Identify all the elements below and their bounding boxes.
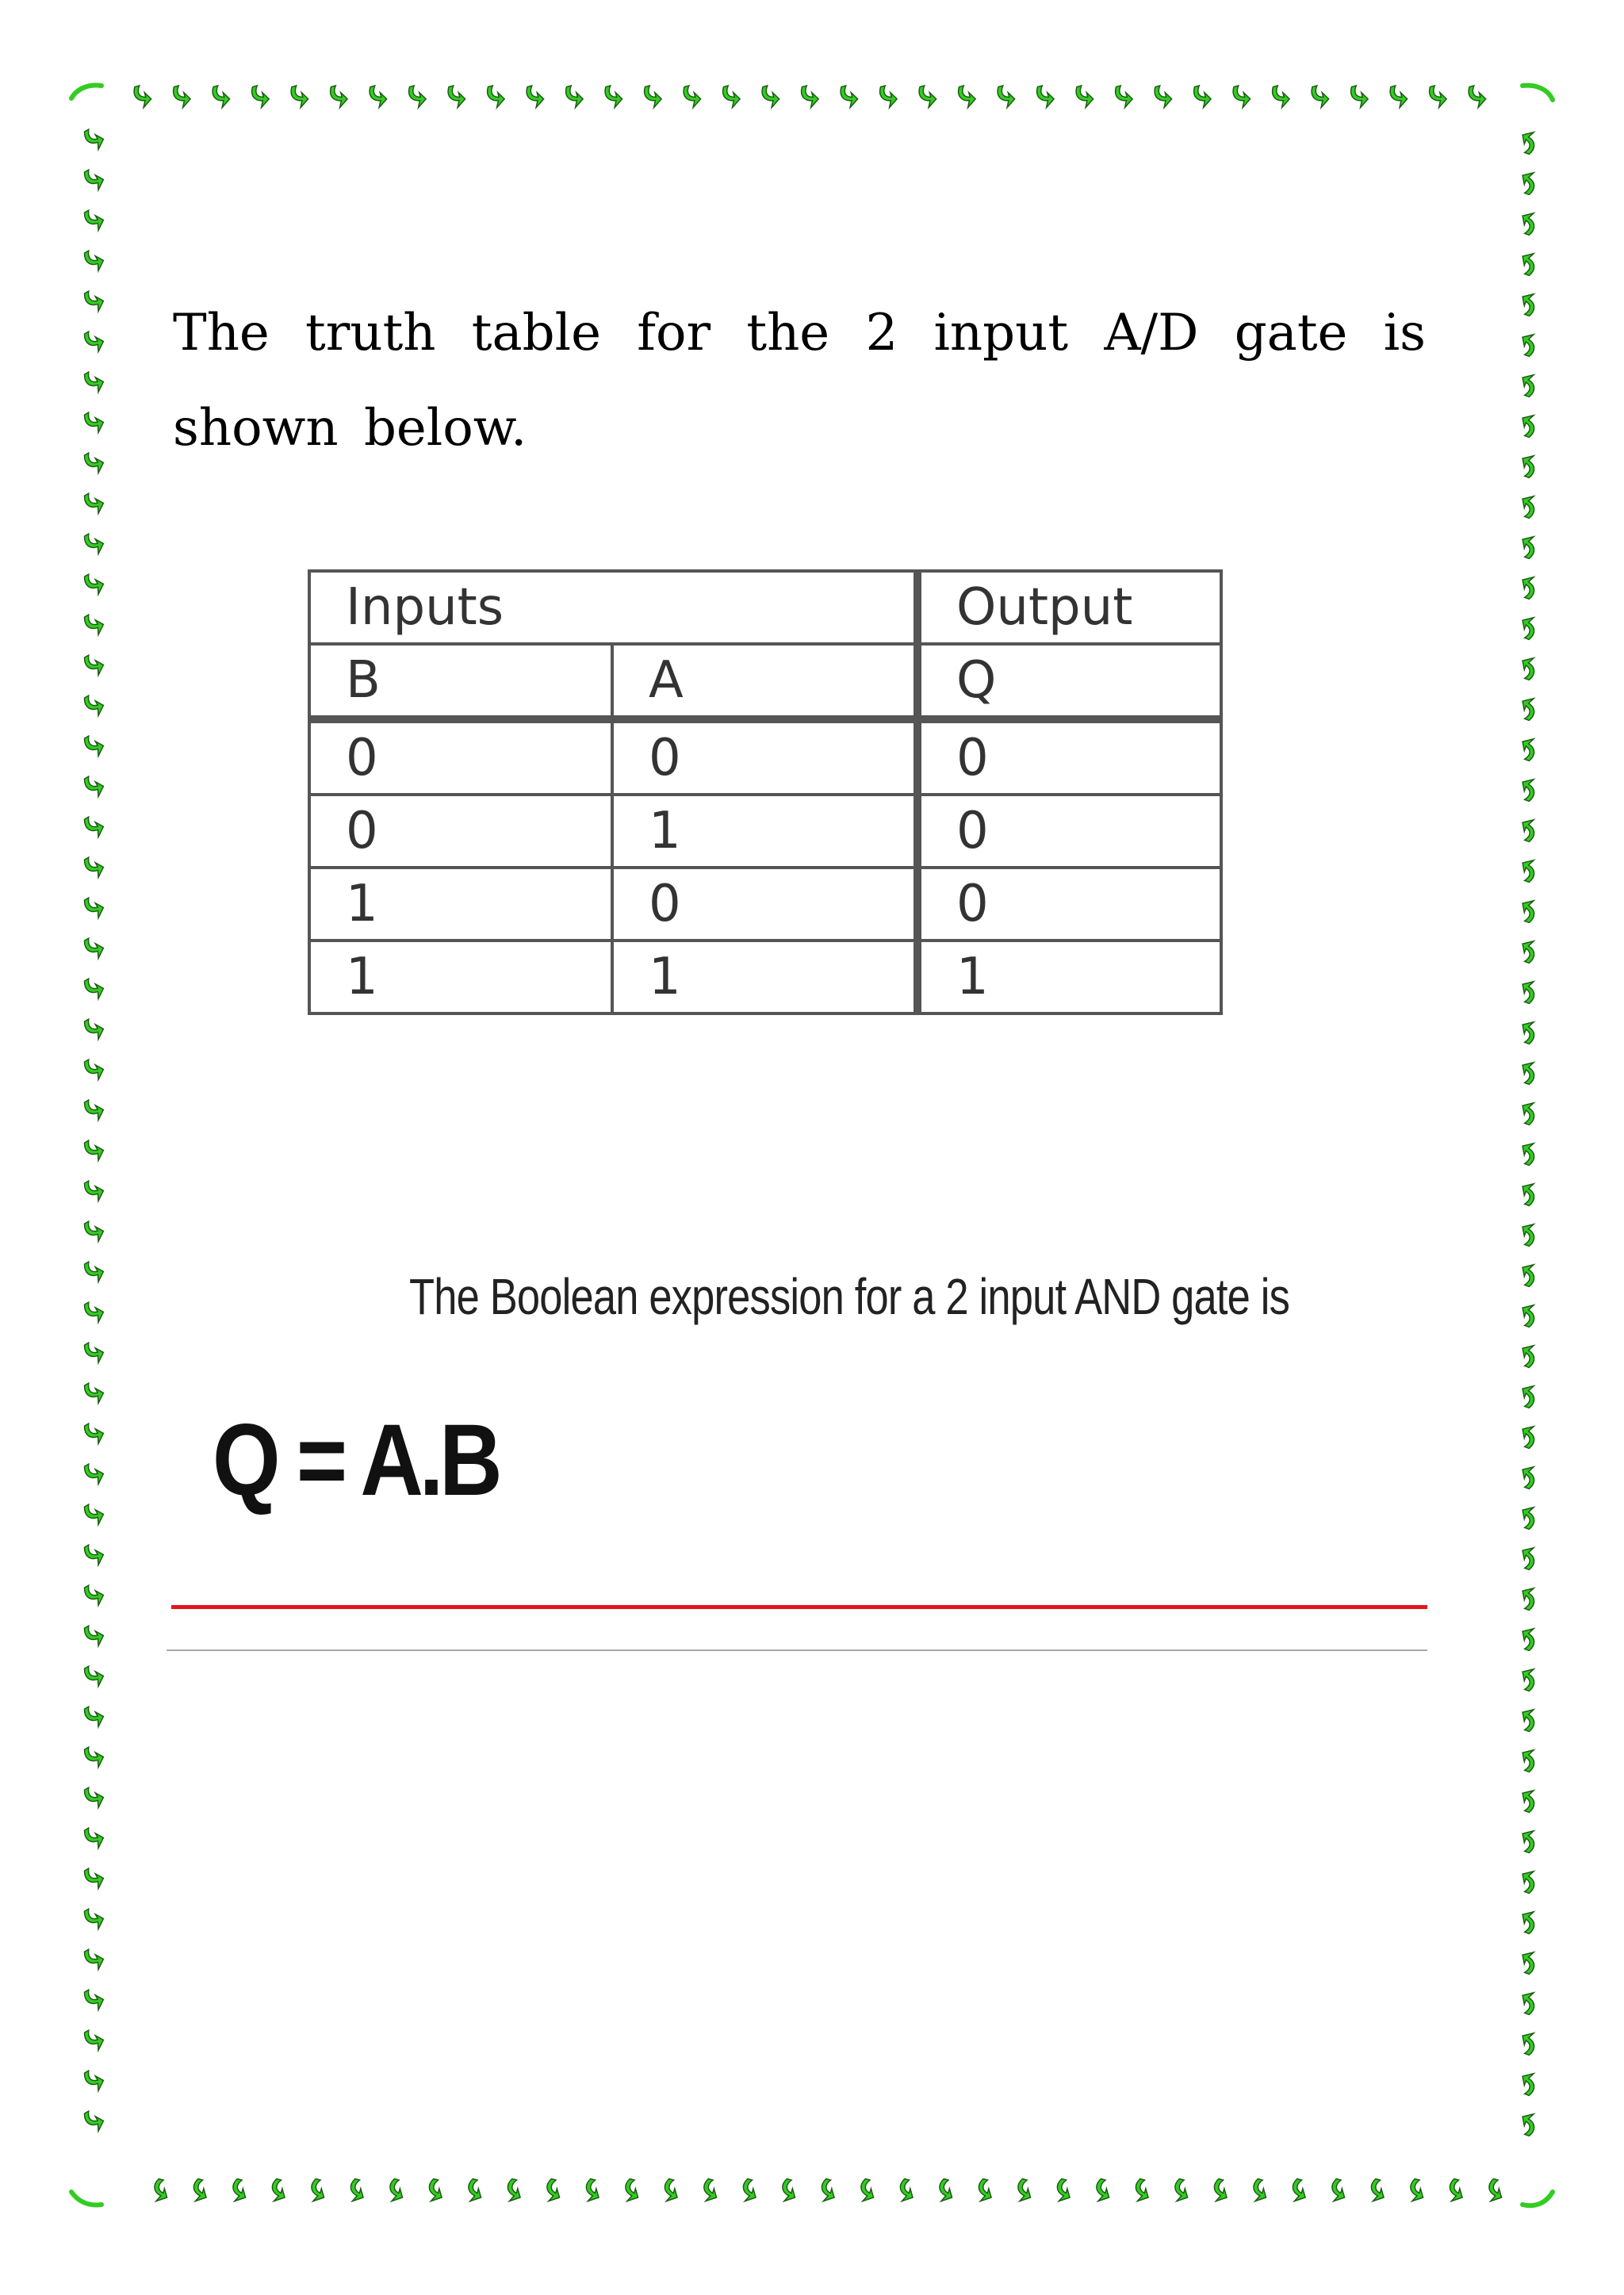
cell-b: 0 <box>309 795 612 868</box>
border-arrow-icon <box>1171 2178 1191 2204</box>
truth-table <box>308 569 1223 1015</box>
border-arrow-icon <box>82 1298 106 1325</box>
border-arrow-icon <box>1517 1949 1538 1975</box>
cell-b: 0 <box>309 719 612 795</box>
border-arrow-icon <box>1517 412 1538 439</box>
border-arrow-icon <box>1054 2178 1074 2204</box>
border-arrow-icon <box>1485 2178 1505 2204</box>
border-arrow-icon <box>251 83 270 109</box>
border-arrow-icon <box>1428 83 1448 109</box>
border-arrow-icon <box>1517 1585 1538 1611</box>
border-arrow-icon <box>82 570 106 597</box>
border-arrow-icon <box>82 934 106 961</box>
border-arrow-icon <box>82 1015 106 1042</box>
border-arrow-icon <box>1517 1990 1538 2016</box>
border-arrow-icon <box>82 1986 106 2013</box>
cell-a: 1 <box>612 795 917 868</box>
border-corner-flourish <box>71 2192 102 2205</box>
border-arrow-icon <box>1014 2178 1034 2204</box>
border-arrow-icon <box>82 1379 106 1406</box>
border-arrow-icon <box>1517 695 1538 722</box>
border-arrow-icon <box>82 287 106 314</box>
border-arrow-icon <box>82 1622 106 1649</box>
cell-b: 1 <box>309 868 612 941</box>
border-arrow-icon <box>465 2178 485 2204</box>
border-arrow-icon <box>82 1541 106 1568</box>
border-arrow-icon <box>82 894 106 921</box>
border-arrow-icon <box>82 853 106 880</box>
border-arrow-icon <box>408 83 427 109</box>
border-arrow-icon <box>504 2178 524 2204</box>
border-arrow-icon <box>82 1662 106 1689</box>
border-arrow-icon <box>1517 1747 1538 1773</box>
border-arrow-icon <box>1328 2178 1348 2204</box>
border-corner-flourish <box>1522 86 1553 100</box>
border-arrow-icon <box>1517 736 1538 762</box>
column-header-b: B <box>309 644 612 719</box>
border-arrow-icon <box>1517 1302 1538 1328</box>
table-group-header-row <box>309 571 1221 644</box>
cell-q: 1 <box>917 941 1221 1013</box>
table-column-header-row <box>309 644 1221 719</box>
border-arrow-icon <box>1446 2178 1466 2204</box>
border-arrow-icon <box>82 651 106 678</box>
border-arrow-icon <box>82 1905 106 1932</box>
border-arrow-icon <box>82 732 106 759</box>
border-arrow-icon <box>1517 655 1538 681</box>
border-arrow-icon <box>82 1339 106 1366</box>
border-arrow-icon <box>1517 1423 1538 1450</box>
border-arrow-icon <box>1289 2178 1309 2204</box>
border-arrow-icon <box>1517 1019 1538 1045</box>
border-arrow-icon <box>1271 83 1291 109</box>
border-arrow-icon <box>132 83 152 109</box>
border-arrow-icon <box>1517 2030 1538 2056</box>
cell-a: 0 <box>612 868 917 941</box>
column-header-q: Q <box>917 644 1221 719</box>
border-arrow-icon <box>936 2178 956 2204</box>
output-header: Output <box>917 571 1221 644</box>
border-arrow-icon <box>1517 1059 1538 1086</box>
border-arrow-icon <box>543 2178 563 2204</box>
inputs-header: Inputs <box>309 571 917 644</box>
border-arrow-icon <box>82 166 106 193</box>
border-arrow-icon <box>1310 83 1330 109</box>
border-arrow-icon <box>347 2178 367 2204</box>
border-arrow-icon <box>1517 1221 1538 1247</box>
border-arrow-icon <box>82 975 106 1002</box>
border-arrow-icon <box>1517 817 1538 843</box>
border-corner-flourish <box>1522 2192 1553 2205</box>
border-arrow-icon <box>1153 83 1173 109</box>
border-arrow-icon <box>82 1420 106 1446</box>
border-arrow-icon <box>1517 1262 1538 1288</box>
border-arrow-icon <box>82 530 106 557</box>
border-arrow-icon <box>82 2107 106 2134</box>
border-arrow-icon <box>1517 898 1538 924</box>
border-arrow-icon <box>82 2026 106 2053</box>
border-arrow-icon <box>82 206 106 233</box>
boolean-expression-caption: The Boolean expression for a 2 input AND gate is <box>409 1268 1290 1325</box>
border-corner-flourish <box>71 86 102 98</box>
border-arrow-icon <box>1517 534 1538 560</box>
border-arrow-icon <box>565 83 584 109</box>
border-arrow-icon <box>583 2178 603 2204</box>
border-arrow-icon <box>82 368 106 395</box>
border-arrow-icon <box>446 83 466 109</box>
border-arrow-icon <box>269 2178 289 2204</box>
border-arrow-icon <box>1517 1343 1538 1369</box>
border-arrow-icon <box>1517 574 1538 600</box>
border-arrow-icon <box>1517 129 1538 155</box>
border-arrow-icon <box>661 2178 681 2204</box>
border-arrow-icon <box>82 1177 106 1204</box>
border-arrow-icon <box>308 2178 327 2204</box>
border-arrow-icon <box>1517 1787 1538 1814</box>
border-arrow-icon <box>1517 453 1538 479</box>
border-arrow-icon <box>426 2178 446 2204</box>
border-arrow-icon <box>1517 2071 1538 2097</box>
border-arrow-icon <box>1517 1140 1538 1167</box>
border-arrow-icon <box>82 408 106 435</box>
cell-b: 1 <box>309 941 612 1013</box>
border-arrow-icon <box>1193 83 1212 109</box>
border-arrow-icon <box>82 1217 106 1244</box>
border-arrow-icon <box>82 1743 106 1770</box>
border-arrow-icon <box>172 83 192 109</box>
border-arrow-icon <box>700 2178 720 2204</box>
border-arrow-icon <box>839 83 859 109</box>
border-arrow-icon <box>740 2178 760 2204</box>
border-arrow-icon <box>682 83 702 109</box>
border-arrow-icon <box>82 692 106 718</box>
border-arrow-icon <box>643 83 663 109</box>
border-arrow-icon <box>1517 331 1538 358</box>
border-arrow-icon <box>1517 372 1538 398</box>
border-arrow-icon <box>917 83 937 109</box>
border-arrow-icon <box>1517 1626 1538 1652</box>
border-arrow-icon <box>957 83 977 109</box>
border-arrow-icon <box>1211 2178 1231 2204</box>
border-arrow-icon <box>897 2178 917 2204</box>
border-arrow-icon <box>1407 2178 1427 2204</box>
border-arrow-icon <box>1350 83 1369 109</box>
border-arrow-icon <box>857 2178 877 2204</box>
border-arrow-icon <box>975 2178 995 2204</box>
border-arrow-icon <box>190 2178 210 2204</box>
border-arrow-icon <box>779 2178 799 2204</box>
border-arrow-icon <box>82 449 106 476</box>
border-arrow-icon <box>1517 1181 1538 1207</box>
border-arrow-icon <box>879 83 898 109</box>
border-arrow-icon <box>1517 1666 1538 1692</box>
border-arrow-icon <box>1517 1383 1538 1409</box>
border-arrow-icon <box>1093 2178 1113 2204</box>
border-arrow-icon <box>82 1460 106 1487</box>
column-header-a: A <box>612 644 917 719</box>
border-arrow-icon <box>1517 1707 1538 1733</box>
cell-q: 0 <box>917 719 1221 795</box>
border-arrow-icon <box>329 83 349 109</box>
border-arrow-icon <box>82 1136 106 1163</box>
border-arrow-icon <box>82 328 106 354</box>
border-arrow-icon <box>211 83 231 109</box>
border-arrow-icon <box>1517 979 1538 1005</box>
border-arrow-icon <box>82 1258 106 1285</box>
table-row <box>309 719 1221 795</box>
border-arrow-icon <box>1517 1100 1538 1126</box>
border-arrow-icon <box>1368 2178 1388 2204</box>
border-arrow-icon <box>1517 1868 1538 1895</box>
border-arrow-icon <box>229 2178 249 2204</box>
border-arrow-icon <box>1036 83 1055 109</box>
border-arrow-icon <box>525 83 545 109</box>
grey-divider <box>167 1649 1427 1651</box>
border-arrow-icon <box>800 83 820 109</box>
border-arrow-icon <box>1517 857 1538 883</box>
border-arrow-icon <box>82 772 106 799</box>
border-arrow-icon <box>82 1581 106 1608</box>
cell-q: 0 <box>917 868 1221 941</box>
border-arrow-icon <box>622 2178 642 2204</box>
border-arrow-icon <box>486 83 506 109</box>
border-arrow-icon <box>82 1703 106 1730</box>
border-arrow-icon <box>82 611 106 638</box>
intro-paragraph: The truth table for the 2 input A/D gate is shown below. <box>173 304 1426 458</box>
border-arrow-icon <box>82 125 106 152</box>
border-arrow-icon <box>289 83 309 109</box>
border-arrow-icon <box>82 1784 106 1810</box>
cell-q: 0 <box>917 795 1221 868</box>
border-arrow-icon <box>82 1096 106 1123</box>
border-arrow-icon <box>82 1056 106 1082</box>
border-arrow-icon <box>1467 83 1487 109</box>
border-arrow-icon <box>1517 291 1538 317</box>
border-arrow-icon <box>82 1824 106 1851</box>
table-row <box>309 795 1221 868</box>
border-arrow-icon <box>1517 1464 1538 1490</box>
border-arrow-icon <box>1517 1828 1538 1854</box>
border-arrow-icon <box>1517 210 1538 236</box>
border-arrow-icon <box>1517 251 1538 277</box>
border-arrow-icon <box>1114 83 1134 109</box>
border-arrow-icon <box>82 1500 106 1527</box>
border-arrow-icon <box>82 489 106 516</box>
red-divider <box>171 1605 1427 1609</box>
border-arrow-icon <box>722 83 741 109</box>
table-row <box>309 941 1221 1013</box>
border-arrow-icon <box>1517 2111 1538 2137</box>
table-row <box>309 868 1221 941</box>
border-arrow-icon <box>1388 83 1408 109</box>
border-arrow-icon <box>82 2067 106 2094</box>
border-arrow-icon <box>996 83 1016 109</box>
border-arrow-icon <box>818 2178 838 2204</box>
border-arrow-icon <box>82 1864 106 1891</box>
border-arrow-icon <box>368 83 388 109</box>
border-arrow-icon <box>1517 615 1538 641</box>
border-arrow-icon <box>82 247 106 274</box>
border-arrow-icon <box>1517 1545 1538 1571</box>
border-arrow-icon <box>603 83 623 109</box>
border-arrow-icon <box>151 2178 170 2204</box>
border-arrow-icon <box>1231 83 1251 109</box>
border-arrow-icon <box>760 83 780 109</box>
border-arrow-icon <box>1517 1909 1538 1935</box>
border-arrow-icon <box>82 813 106 840</box>
border-arrow-icon <box>1517 1504 1538 1531</box>
border-arrow-icon <box>1517 170 1538 196</box>
border-arrow-icon <box>82 1945 106 1972</box>
border-arrow-icon <box>1517 776 1538 803</box>
boolean-expression: Q = A.B <box>213 1404 499 1517</box>
border-arrow-icon <box>1517 938 1538 964</box>
cell-a: 1 <box>612 941 917 1013</box>
border-arrow-icon <box>386 2178 406 2204</box>
border-arrow-icon <box>1250 2178 1270 2204</box>
border-arrow-icon <box>1074 83 1094 109</box>
border-arrow-icon <box>1132 2178 1152 2204</box>
border-arrow-icon <box>1517 493 1538 519</box>
cell-a: 0 <box>612 719 917 795</box>
